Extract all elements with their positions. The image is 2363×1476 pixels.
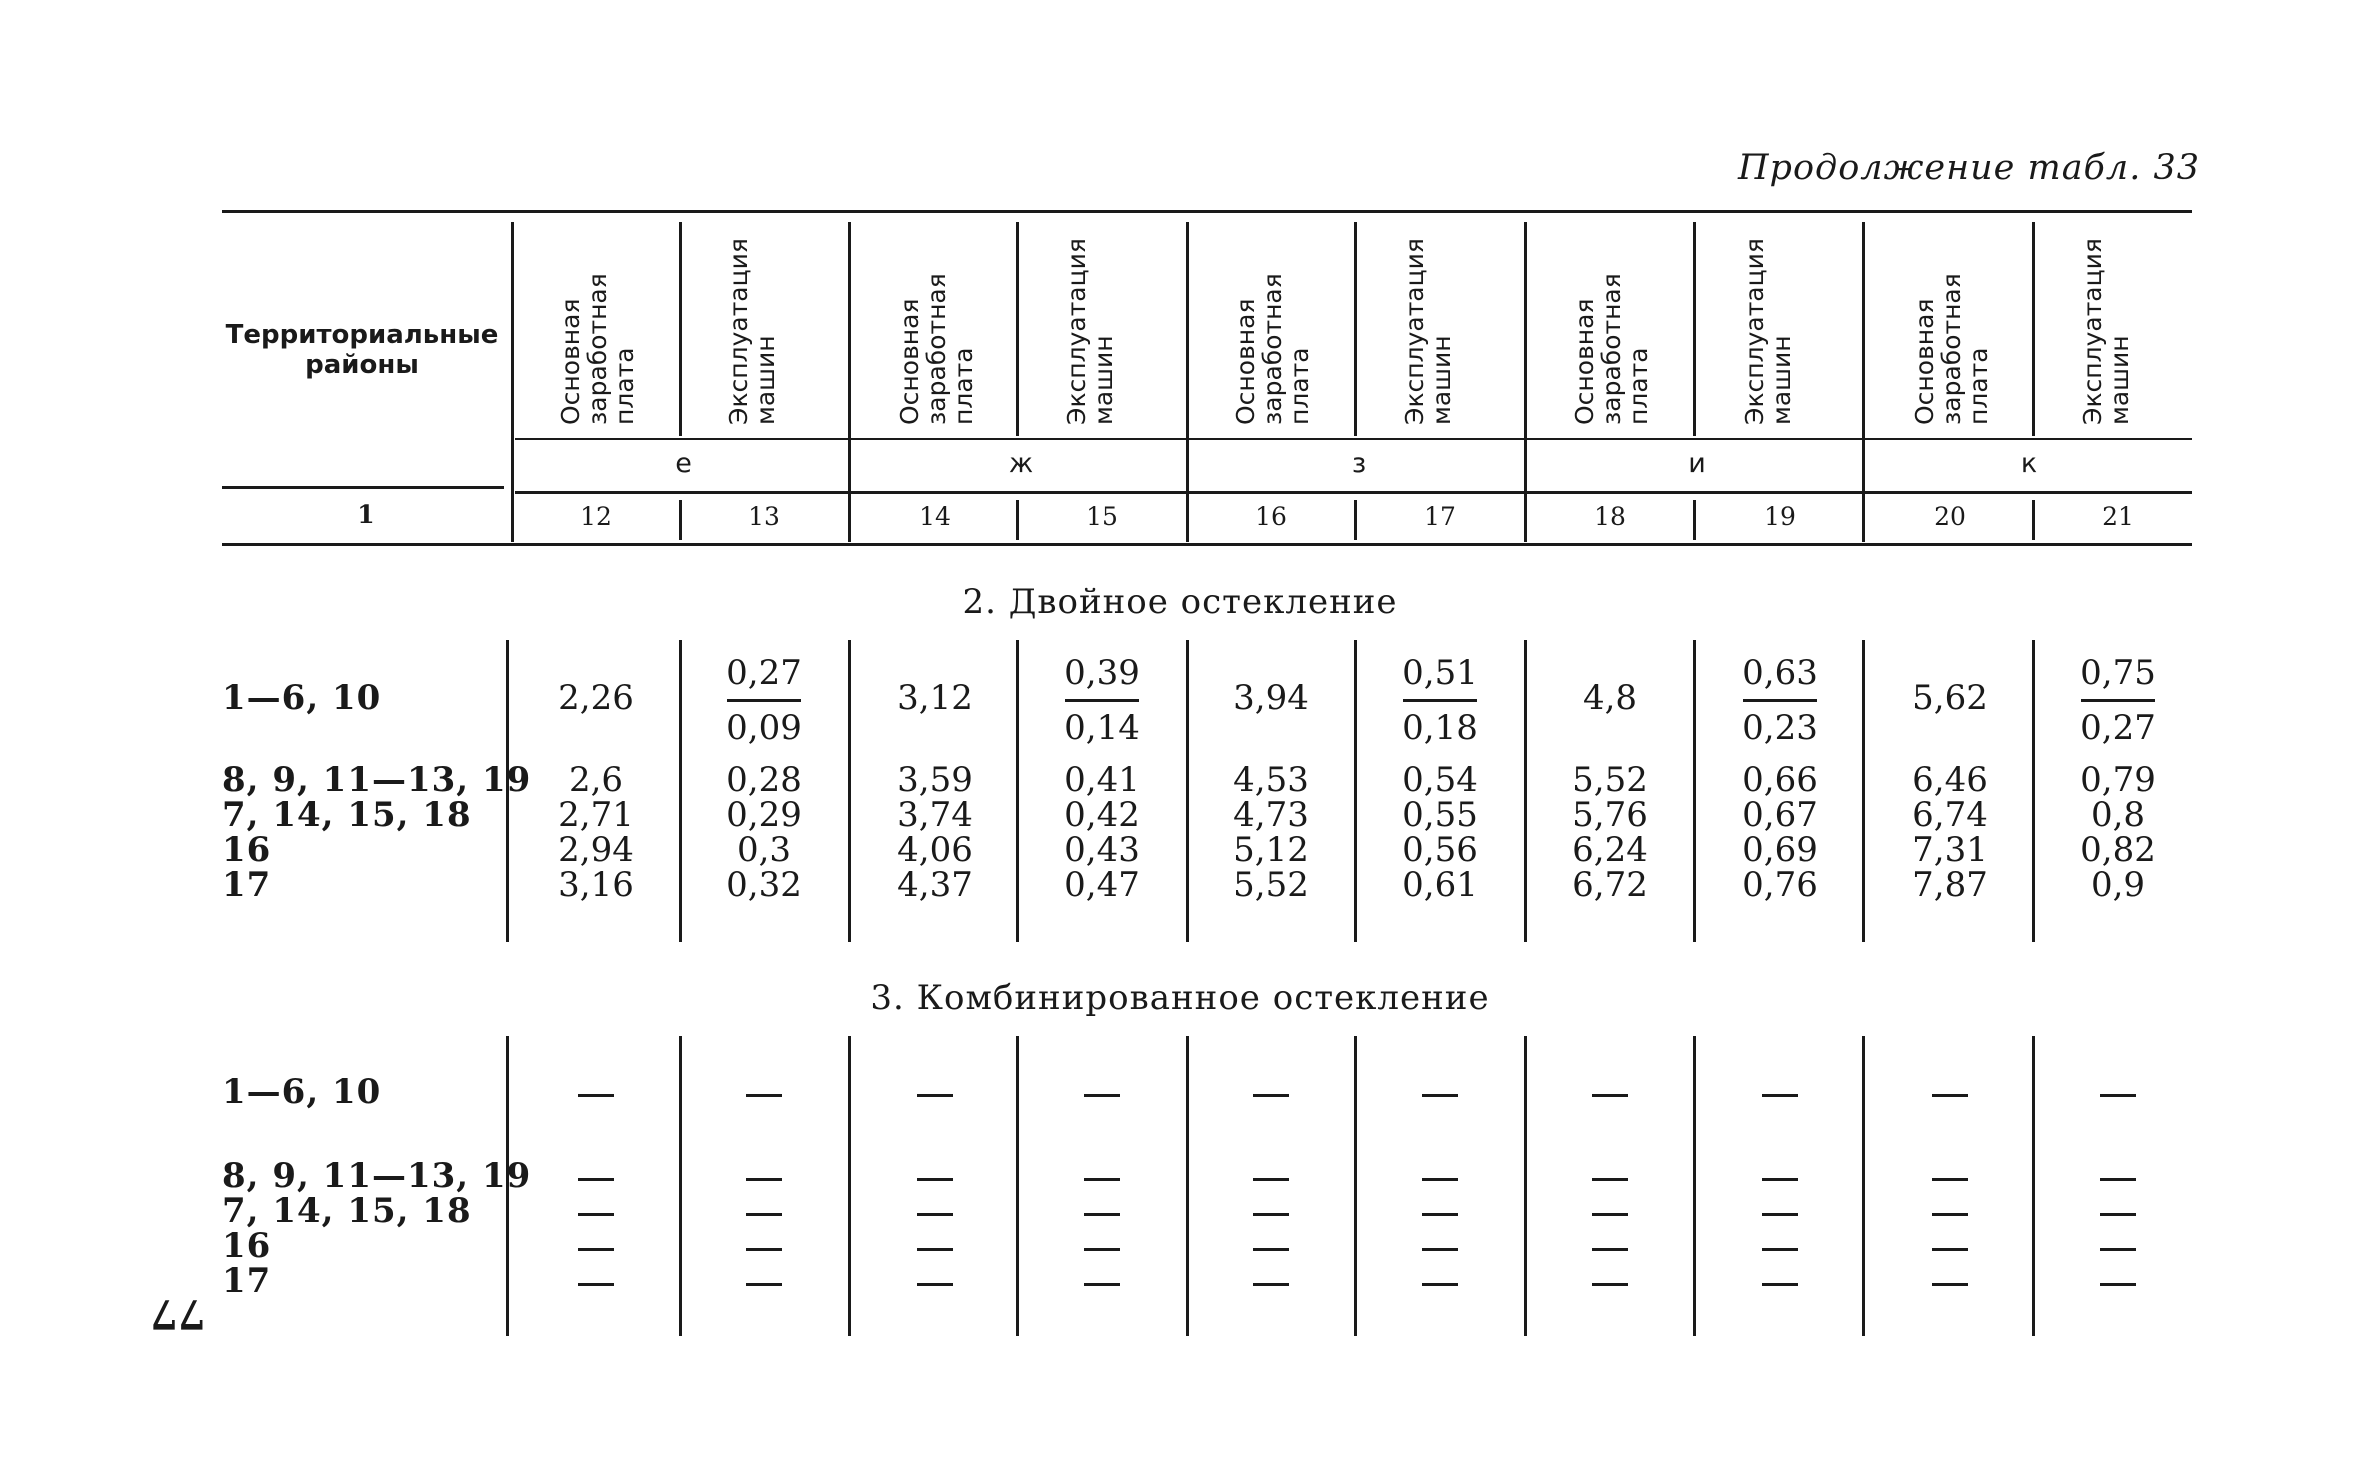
body-column-divider <box>1016 1036 1019 1336</box>
header-text-line: машин <box>1427 335 1456 425</box>
empty-cell-dash <box>1592 1248 1628 1251</box>
body-column-divider <box>1862 640 1865 942</box>
row-label: 17 <box>222 1261 272 1301</box>
header-column-divider <box>1862 222 1865 542</box>
group-letter: ж <box>1008 448 1034 479</box>
table-cell: 0,28 <box>726 760 802 800</box>
empty-cell-dash <box>746 1178 782 1181</box>
fraction-bar <box>727 699 801 702</box>
table-cell: 7,31 <box>1912 830 1988 870</box>
colnum-divider <box>679 500 682 540</box>
section-2-title: 2. Двойное остекление <box>962 582 1398 622</box>
empty-cell-dash <box>1253 1248 1289 1251</box>
colnum-top-rule <box>515 491 2192 494</box>
empty-cell-dash <box>2100 1248 2136 1251</box>
header-text-line: машин <box>1767 335 1796 425</box>
column-number: 16 <box>1255 502 1287 531</box>
row-label: 16 <box>222 1226 272 1266</box>
column-number: 18 <box>1594 502 1626 531</box>
header-machines-text <box>1735 215 1795 425</box>
row-label: 1—6, 10 <box>222 678 382 718</box>
table-cell: 0,54 <box>1402 760 1478 800</box>
group-letter: е <box>675 448 692 479</box>
body-column-divider <box>1016 640 1019 942</box>
empty-cell-dash <box>1932 1248 1968 1251</box>
table-cell: 0,9 <box>2090 865 2146 905</box>
fraction-denominator: 0,18 <box>1402 708 1478 748</box>
header-column-divider <box>1186 222 1189 542</box>
table-cell: 5,52 <box>1233 865 1309 905</box>
empty-cell-dash <box>1932 1094 1968 1097</box>
header-wage-text <box>1565 215 1652 425</box>
empty-cell-dash <box>1253 1213 1289 1216</box>
empty-cell-dash <box>578 1094 614 1097</box>
table-cell: 6,46 <box>1912 760 1988 800</box>
table-cell: 4,53 <box>1233 760 1309 800</box>
header-wage-text <box>1226 215 1313 425</box>
body-column-divider <box>2032 640 2035 942</box>
column-number: 15 <box>1086 502 1118 531</box>
header-text-line: машин <box>751 335 780 425</box>
header-wage-label <box>551 215 641 425</box>
empty-cell-dash <box>1592 1213 1628 1216</box>
table-cell: 0,56 <box>1402 830 1478 870</box>
header-column-divider <box>2032 222 2035 436</box>
body-column-divider <box>848 640 851 942</box>
header-text-line: машин <box>2105 335 2134 425</box>
empty-cell-dash <box>2100 1283 2136 1286</box>
column-number: 13 <box>748 502 780 531</box>
table-cell: 0,3 <box>736 830 792 870</box>
empty-cell-dash <box>1932 1178 1968 1181</box>
page-number: 77 <box>150 1290 206 1337</box>
header-machines-text <box>2073 215 2133 425</box>
empty-cell-dash <box>1084 1283 1120 1286</box>
empty-cell-dash <box>1422 1213 1458 1216</box>
group-rule <box>515 438 2192 440</box>
fraction-bar <box>1743 699 1817 702</box>
fraction-denominator: 0,09 <box>726 708 802 748</box>
colnum-divider <box>1354 500 1357 540</box>
header-text-line: плата <box>1624 347 1653 425</box>
fraction-bar <box>2081 699 2155 702</box>
header-wage-label <box>890 215 980 425</box>
empty-cell-dash <box>578 1178 614 1181</box>
empty-cell-dash <box>578 1248 614 1251</box>
fraction-cell <box>1365 655 1515 746</box>
empty-cell-dash <box>1084 1248 1120 1251</box>
empty-cell-dash <box>1253 1283 1289 1286</box>
colnum-top-rule-left <box>222 486 504 489</box>
body-column-divider <box>1524 640 1527 942</box>
row-label: 16 <box>222 830 272 870</box>
row-label: 7, 14, 15, 18 <box>222 1191 472 1231</box>
header-text-line: Эксплуатация <box>1400 238 1429 425</box>
table-cell: 0,32 <box>726 865 802 905</box>
header-text-line: заработная <box>1597 273 1626 425</box>
fraction-denominator: 0,14 <box>1064 708 1140 748</box>
table-cell: 2,71 <box>558 795 634 835</box>
fraction-numerator: 0,27 <box>726 653 802 693</box>
body-column-divider <box>679 1036 682 1336</box>
column-number: 21 <box>2102 502 2134 531</box>
header-wage-text <box>551 215 638 425</box>
column-number: 12 <box>580 502 612 531</box>
row-label: 1—6, 10 <box>222 1072 382 1112</box>
fraction-bar <box>1403 699 1477 702</box>
header-bottom-rule <box>222 543 2192 546</box>
table-cell: 0,55 <box>1402 795 1478 835</box>
body-column-divider <box>1524 1036 1527 1336</box>
table-cell: 5,76 <box>1572 795 1648 835</box>
header-text-line: плата <box>1964 347 1993 425</box>
table-cell: 2,6 <box>568 760 624 800</box>
body-column-divider <box>1186 640 1189 942</box>
group-letter: з <box>1351 448 1367 479</box>
empty-cell-dash <box>1084 1213 1120 1216</box>
empty-cell-dash <box>2100 1094 2136 1097</box>
header-text-line: Основная <box>556 298 585 425</box>
body-column-divider <box>1862 1036 1865 1336</box>
header-text-line: Основная <box>1231 298 1260 425</box>
group-letter: к <box>2020 448 2038 479</box>
empty-cell-dash <box>746 1248 782 1251</box>
territory-header: Территориальные районы <box>225 320 499 380</box>
table-cell: 4,06 <box>897 830 973 870</box>
empty-cell-dash <box>1253 1094 1289 1097</box>
table-cell: 3,59 <box>897 760 973 800</box>
header-text-line: Основная <box>1570 298 1599 425</box>
table-cell: 7,87 <box>1912 865 1988 905</box>
table-cell: 2,94 <box>558 830 634 870</box>
body-column-divider <box>848 1036 851 1336</box>
header-column-divider <box>1354 222 1357 436</box>
header-text-line: заработная <box>1937 273 1966 425</box>
colnum-divider <box>1016 500 1019 540</box>
empty-cell-dash <box>1592 1283 1628 1286</box>
table-cell: 0,66 <box>1742 760 1818 800</box>
empty-cell-dash <box>746 1283 782 1286</box>
colnum-divider <box>2032 500 2035 540</box>
empty-cell-dash <box>1422 1094 1458 1097</box>
header-text-line: Основная <box>1910 298 1939 425</box>
column-number: 14 <box>919 502 951 531</box>
table-cell: 5,52 <box>1572 760 1648 800</box>
body-column-divider <box>1693 640 1696 942</box>
table-cell: 0,82 <box>2080 830 2156 870</box>
empty-cell-dash <box>1422 1248 1458 1251</box>
empty-cell-dash <box>917 1178 953 1181</box>
fraction-bar <box>1065 699 1139 702</box>
empty-cell-dash <box>1084 1094 1120 1097</box>
header-text-line: Эксплуатация <box>1740 238 1769 425</box>
header-column-divider <box>848 222 851 542</box>
fraction-denominator: 0,27 <box>2080 708 2156 748</box>
body-column-divider <box>1354 640 1357 942</box>
table-cell: 0,29 <box>726 795 802 835</box>
header-text-line: заработная <box>922 273 951 425</box>
body-column-divider <box>2032 1036 2035 1336</box>
header-wage-text <box>890 215 977 425</box>
empty-cell-dash <box>1762 1094 1798 1097</box>
row-label: 8, 9, 11—13, 19 <box>222 1156 532 1196</box>
empty-cell-dash <box>917 1094 953 1097</box>
table-cell: 6,74 <box>1912 795 1988 835</box>
table-cell: 3,94 <box>1233 678 1309 718</box>
empty-cell-dash <box>1762 1283 1798 1286</box>
table-cell: 3,12 <box>897 678 973 718</box>
body-column-divider <box>679 640 682 942</box>
column-number-1: 1 <box>357 500 375 529</box>
empty-cell-dash <box>1932 1213 1968 1216</box>
header-text-line: заработная <box>1258 273 1287 425</box>
header-column-divider <box>679 222 682 436</box>
empty-cell-dash <box>1422 1283 1458 1286</box>
column-number: 17 <box>1424 502 1456 531</box>
row-label: 7, 14, 15, 18 <box>222 795 472 835</box>
empty-cell-dash <box>2100 1178 2136 1181</box>
header-text-line: заработная <box>583 273 612 425</box>
fraction-denominator: 0,23 <box>1742 708 1818 748</box>
header-machines-label <box>1057 215 1147 425</box>
header-machines-label <box>2073 215 2163 425</box>
body-column-divider <box>1186 1036 1189 1336</box>
table-cell: 6,72 <box>1572 865 1648 905</box>
header-text-line: плата <box>949 347 978 425</box>
table-cell: 0,8 <box>2090 795 2146 835</box>
header-machines-label <box>1395 215 1485 425</box>
empty-cell-dash <box>917 1248 953 1251</box>
body-column-divider <box>1354 1036 1357 1336</box>
header-machines-text <box>1395 215 1455 425</box>
header-wage-text <box>1905 215 1992 425</box>
group-letter: и <box>1688 448 1706 479</box>
header-column-divider <box>1016 222 1019 436</box>
empty-cell-dash <box>1253 1178 1289 1181</box>
column-number: 19 <box>1764 502 1796 531</box>
table-cell: 0,42 <box>1064 795 1140 835</box>
fraction-cell <box>2043 655 2193 746</box>
header-text-line: Основная <box>895 298 924 425</box>
table-cell: 0,61 <box>1402 865 1478 905</box>
fraction-cell <box>1705 655 1855 746</box>
table-caption: Продолжение табл. 33 <box>1738 148 2200 188</box>
body-column-divider <box>1693 1036 1696 1336</box>
table-cell: 3,74 <box>897 795 973 835</box>
empty-cell-dash <box>2100 1213 2136 1216</box>
table-cell: 0,76 <box>1742 865 1818 905</box>
empty-cell-dash <box>917 1213 953 1216</box>
header-wage-label <box>1565 215 1655 425</box>
table-cell: 4,37 <box>897 865 973 905</box>
table-cell: 6,24 <box>1572 830 1648 870</box>
row-label: 8, 9, 11—13, 19 <box>222 760 532 800</box>
header-column-divider <box>1524 222 1527 542</box>
column-number: 20 <box>1934 502 1966 531</box>
empty-cell-dash <box>1084 1178 1120 1181</box>
header-machines-text <box>719 215 779 425</box>
empty-cell-dash <box>746 1213 782 1216</box>
table-cell: 0,69 <box>1742 830 1818 870</box>
header-text-line: машин <box>1089 335 1118 425</box>
empty-cell-dash <box>917 1283 953 1286</box>
fraction-numerator: 0,75 <box>2080 653 2156 693</box>
empty-cell-dash <box>746 1094 782 1097</box>
header-column-divider <box>1693 222 1696 436</box>
empty-cell-dash <box>1762 1213 1798 1216</box>
empty-cell-dash <box>1762 1248 1798 1251</box>
header-wage-label <box>1905 215 1995 425</box>
table-cell: 4,73 <box>1233 795 1309 835</box>
header-machines-label <box>719 215 809 425</box>
header-text-line: Эксплуатация <box>724 238 753 425</box>
empty-cell-dash <box>1592 1178 1628 1181</box>
fraction-cell <box>689 655 839 746</box>
fraction-numerator: 0,39 <box>1064 653 1140 693</box>
section-3-title: 3. Комбинированное остекление <box>870 978 1490 1018</box>
empty-cell-dash <box>1932 1283 1968 1286</box>
table-cell: 2,26 <box>558 678 634 718</box>
header-text-line: плата <box>610 347 639 425</box>
table-cell: 0,67 <box>1742 795 1818 835</box>
empty-cell-dash <box>1762 1178 1798 1181</box>
empty-cell-dash <box>578 1283 614 1286</box>
row-label: 17 <box>222 865 272 905</box>
header-text-line: Эксплуатация <box>2078 238 2107 425</box>
colnum-divider <box>1693 500 1696 540</box>
fraction-cell <box>1027 655 1177 746</box>
table-cell: 0,79 <box>2080 760 2156 800</box>
header-column-divider <box>511 222 514 542</box>
header-text-line: Эксплуатация <box>1062 238 1091 425</box>
fraction-numerator: 0,63 <box>1742 653 1818 693</box>
fraction-numerator: 0,51 <box>1402 653 1478 693</box>
table-cell: 3,16 <box>558 865 634 905</box>
header-text-line: плата <box>1285 347 1314 425</box>
header-wage-label <box>1226 215 1316 425</box>
empty-cell-dash <box>578 1213 614 1216</box>
table-cell: 5,62 <box>1912 678 1988 718</box>
table-cell: 0,41 <box>1064 760 1140 800</box>
empty-cell-dash <box>1422 1178 1458 1181</box>
table-cell: 5,12 <box>1233 830 1309 870</box>
table-cell: 4,8 <box>1582 678 1638 718</box>
empty-cell-dash <box>1592 1094 1628 1097</box>
table-cell: 0,43 <box>1064 830 1140 870</box>
header-machines-text <box>1057 215 1117 425</box>
header-top-rule <box>222 210 2192 213</box>
table-cell: 0,47 <box>1064 865 1140 905</box>
header-machines-label <box>1735 215 1825 425</box>
